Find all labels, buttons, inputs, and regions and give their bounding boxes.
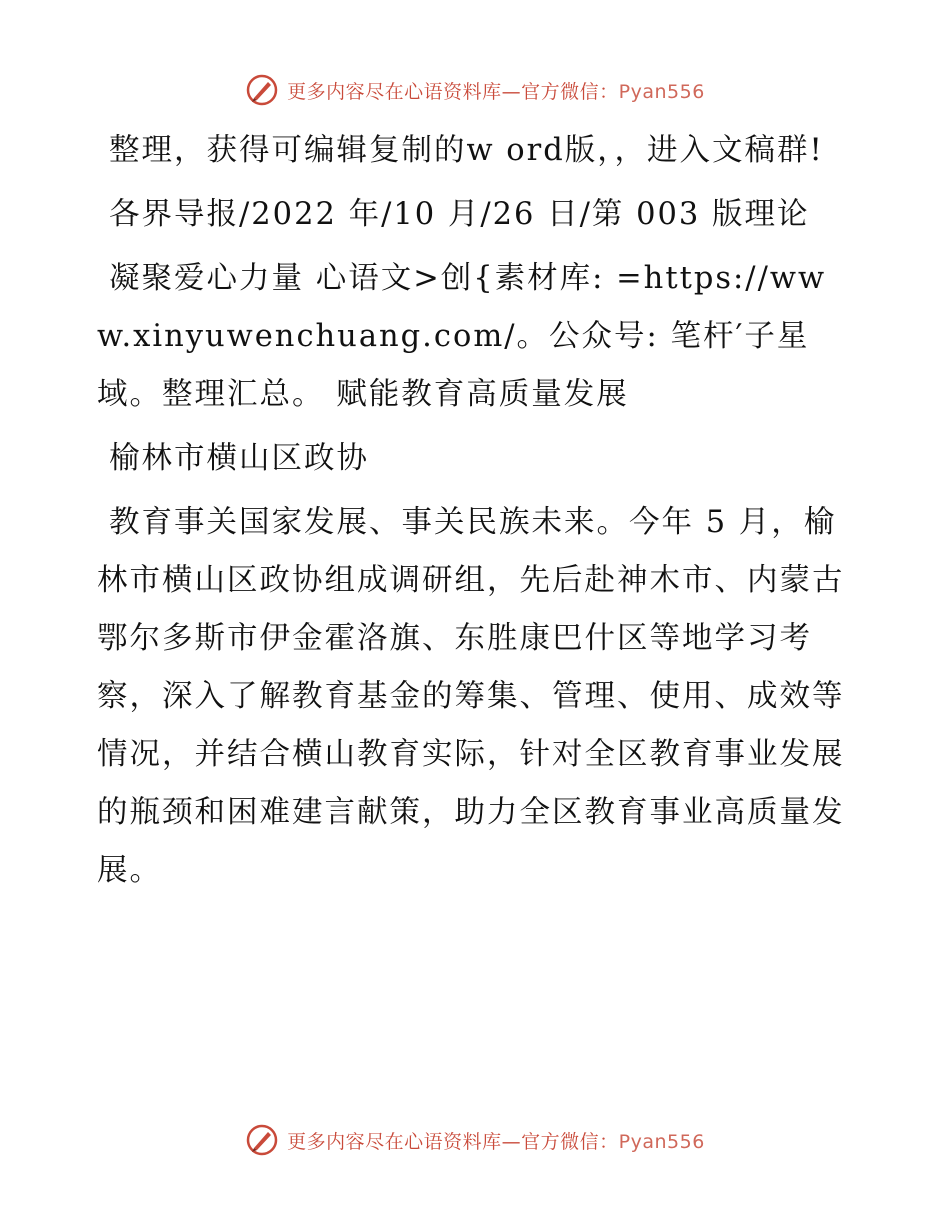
footer-wechat-handle: Pyan556 [618, 1130, 705, 1153]
header-banner [0, 70, 950, 110]
header-banner-text: 更多内容尽在心语资料库—官方微信：Pyan556 [287, 80, 705, 103]
document-body [97, 122, 857, 903]
author-line: 榆林市横山区政协 [109, 441, 369, 476]
title-line: 凝聚爱心力量 心语文>创{素材库: =https://www.xinyuwenchuang.com/。公众号: 笔杆′子星域。整理汇总。 赋能教育高质量发展 [97, 261, 827, 412]
pen-logo-icon [245, 1123, 279, 1157]
source-line: 各界导报/2022 年/10 月/26 日/第 003 版理论 [109, 197, 810, 232]
footer-banner [0, 1120, 950, 1160]
footer-banner-text: 更多内容尽在心语资料库—官方微信：Pyan556 [287, 1130, 705, 1153]
header-wechat-handle: Pyan556 [618, 80, 705, 103]
intro-paragraph: 整理，获得可编辑复制的w ord版，，进入文稿群! [109, 133, 824, 168]
pen-logo-icon [245, 73, 279, 107]
body-paragraph: 教育事关国家发展、事关民族未来。今年 5 月，榆林市横山区政协组成调研组，先后赴神木市、内蒙古鄂尔多斯市伊金霍洛旗、东胜康巴什区等地学习考察，深入了解教育基金的筹集、管理、使用、成效等情况，并结合横山教育实际，针对全区教育事业发展的瓶颈和困难建言献策，助力全区教育事业高质量发展。 [97, 505, 845, 888]
